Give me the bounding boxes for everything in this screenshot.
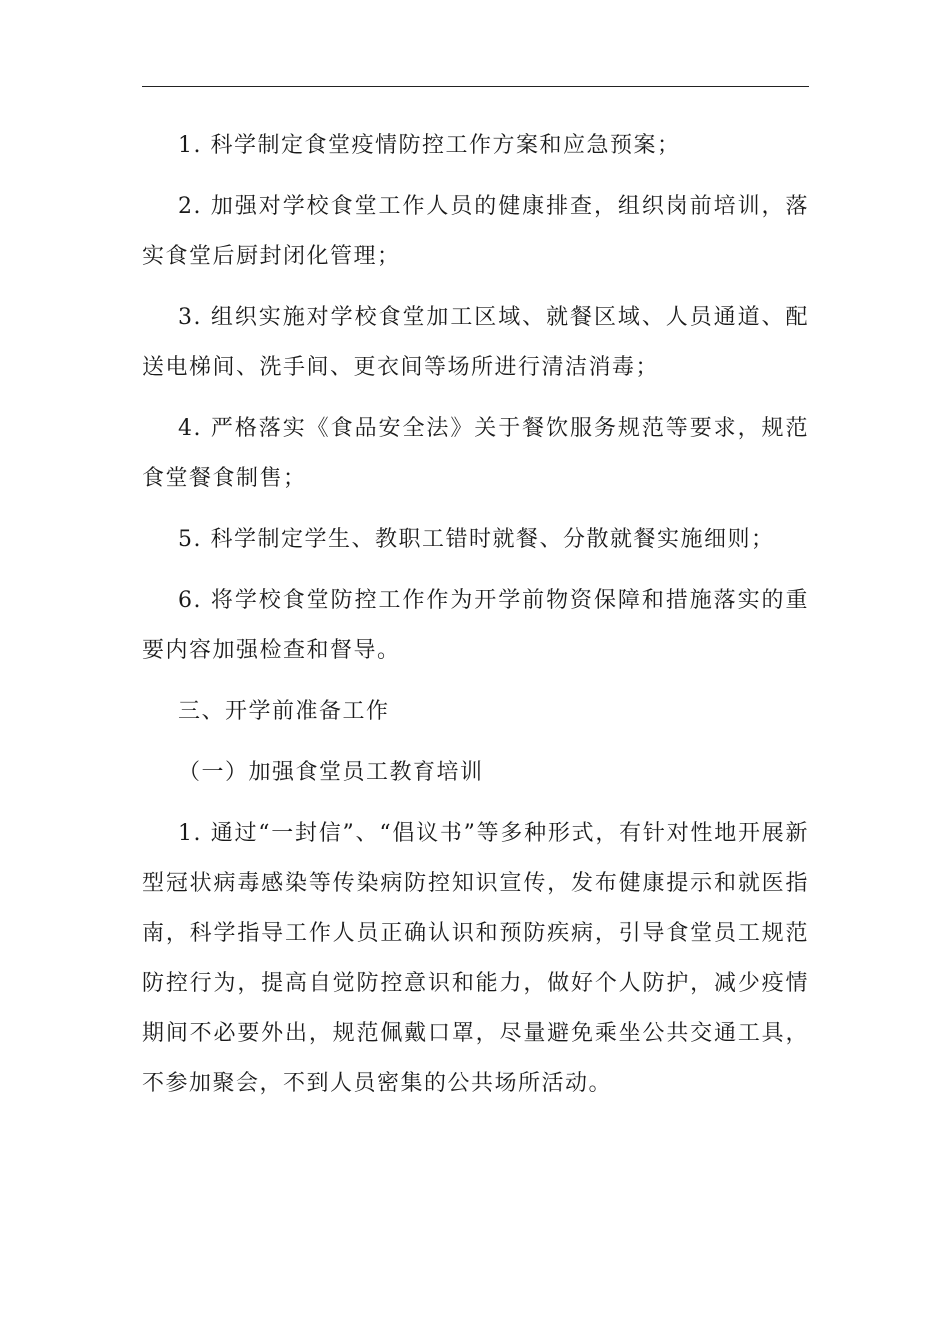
list-item-education-publicity: 1. 通过“一封信”、“倡议书”等多种形式，有针对性地开展新型冠状病毒感染等传染病防控知识宣传，发布健康提示和就医指南，科学指导工作人员正确认识和预防疾病，引导食堂员工规范防控行为，提高自觉防控意识和能力，做好个人防护，减少疫情期间不必要外出，规范佩戴口罩，尽量避免乘坐公共交通工具，不参加聚会，不到人员密集的公共场所活动。 [142, 821, 809, 1096]
document-body [142, 121, 809, 1120]
section-heading: 三、开学前准备工作 [178, 699, 390, 724]
list-item-canteen-plan: 1. 科学制定食堂疫情防控工作方案和应急预案； [178, 133, 681, 158]
list-item-inspection: 6. 将学校食堂防控工作作为开学前物资保障和措施落实的重要内容加强检查和督导。 [142, 588, 809, 663]
header-rule [142, 86, 809, 87]
subsection-heading: （一）加强食堂员工教育培训 [178, 760, 484, 785]
list-item-staggered-dining: 5. 科学制定学生、教职工错时就餐、分散就餐实施细则； [178, 527, 775, 552]
list-item-food-safety-law: 4. 严格落实《食品安全法》关于餐饮服务规范等要求，规范食堂餐食制售； [142, 416, 809, 491]
list-item-health-screening: 2. 加强对学校食堂工作人员的健康排查，组织岗前培训，落实食堂后厨封闭化管理； [142, 194, 809, 269]
list-item-disinfection: 3. 组织实施对学校食堂加工区域、就餐区域、人员通道、配送电梯间、洗手间、更衣间等场所进行清洁消毒； [142, 305, 809, 380]
